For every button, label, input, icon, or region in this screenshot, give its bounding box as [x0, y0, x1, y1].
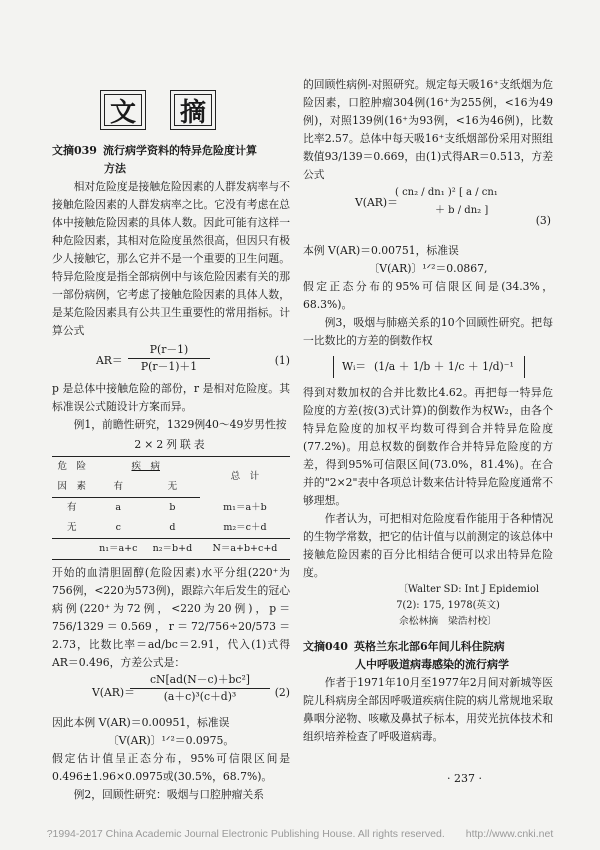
abstract-039-number: 文摘039 [52, 144, 97, 157]
formula-variance-2 [52, 672, 290, 714]
table-cell-c: c [115, 522, 121, 533]
publisher-footer: ?1994-2017 China Academic Journal Electronic Publishing House. All rights reserved. http://www.cnki.net [46, 828, 554, 840]
table-cell-n1: n₁＝a+c [92, 539, 145, 560]
formula-variance-2-numerator: cN[ad(N－c)＋bc²] [130, 672, 270, 689]
abstract-039-para4: 因此本例 V(AR)＝0.00951，标准误 [52, 716, 230, 729]
formula-ar-lhs: AR＝ [96, 354, 123, 367]
table-cell-b: b [169, 502, 176, 513]
table-cell-a: a [115, 502, 122, 513]
formula-variance-3-lhs: V(AR)＝ [355, 196, 398, 209]
table-header-factor: 因 素 [52, 477, 92, 498]
header-char-box-2 [170, 90, 216, 130]
right-para2: 本例 V(AR)＝0.00751，标准误 [303, 244, 459, 257]
table-cell-m2: m₂＝c＋d [223, 522, 267, 533]
formula-variance-3-eqno: (3) [535, 214, 551, 227]
reference-line3: 佘松林摘 梁浩村校〕 [399, 616, 497, 627]
formula-variance-3-line1: ( cn₂ / dn₁ )² [ a / cn₁ [395, 187, 498, 198]
example-2-intro: 例2，回顾性研究：吸烟与口腔肿瘤关系 [73, 788, 265, 801]
left-column [52, 142, 290, 804]
formula-ar-numerator: P(r－1) [128, 342, 210, 359]
abstract-039-title-line1: 流行病学资料的特异危险度计算 [102, 144, 257, 157]
formula-variance-3 [303, 184, 553, 242]
abstract-039-para3: 开始的血清胆固醇(危险因素)水平分组(220⁺为756例，<220为573例)，跟踪六年后发生的冠心病例(220⁺为72例，<220为20例)，p＝756/1329＝0.569，r＝72/756÷20/573＝2.73，比数比率＝ad/bc＝2.91，代入(1)式得AR＝0.496，方差公式是： [52, 566, 290, 669]
reference-line2: 7(2): 175, 1978(英文) [396, 600, 500, 611]
abstract-039-para1: 相对危险度是接触危险因素的人群发病率与不接触危险因素的人群发病率之比。它没有考虑在总体中接触危险因素的具体人数。因此可能有这样一种危险因素，其相对危险度虽然很高，但因只有极少人接触它，那么它并不是一个重要的卫生问题。特异危险度是指全部病例中与该危险因素有关的那一部份病例，它考虑了接触危险因素的具体人数，是某危险因素具有公共卫生重要性的常用指标。计算公式 [52, 180, 290, 337]
formula-ar [52, 342, 290, 378]
abstract-039-title [52, 142, 290, 178]
table-cell-m1: m₁＝a＋b [223, 501, 267, 513]
formula-variance-3-body [395, 184, 498, 220]
right-column [303, 76, 553, 746]
abstract-040-para: 作者于1971年10月至1977年2月间对新城等医院儿科病房全部因呼吸道疾病住院的病儿常规地采取鼻咽分泌物、咳嗽及鼻拭子标本，用荧光抗体技术和组织培养检查了呼吸道病毒。 [303, 676, 553, 743]
right-para3: 假定正态分布的95%可信限区间是(34.3%，68.3%)。 [303, 280, 553, 311]
right-para4: 得到对数加权的合并比数比4.62。再把每一特异危险度的方差(按(3)式计算)的倒数作为权W₂，由各个特异危险度的加权平均数可得到合并特异危险度(77.2%)。用总权数的倒数作合并特异危险度的方差，得到95%可信限区间(73.0%，81.4%)。在合并的"2×2"表中各项总计数来估计特异危险度通常不够理想。 [303, 386, 553, 507]
formula-variance-3-line2: ＋ b / dn₂ ] [435, 205, 489, 216]
table-cell-N: N＝a+b+c+d [200, 539, 290, 560]
formula-weight-box [333, 356, 525, 378]
formula-variance-2-fraction [130, 672, 270, 705]
formula-variance-2-lhs: V(AR)＝ [92, 686, 135, 699]
page-number: · 237 · [447, 772, 482, 785]
abstract-039-para2: p 是总体中接触危险的部份，r 是相对危险度。其标准误公式随设计方案而异。 [52, 382, 290, 413]
table-header-total: 总 计 [200, 457, 290, 498]
contingency-table [52, 456, 290, 560]
table-row-label-yes: 有 [67, 502, 77, 513]
table-title: 2×2列联表 [134, 438, 208, 451]
table-header-yes: 有 [92, 477, 145, 498]
abstract-040-title-line1: 英格兰东北部6年间儿科住院病 [353, 640, 505, 653]
example-1-intro: 例1，前瞻性研究，1329例40～49岁男性按 [73, 418, 287, 431]
standard-error-2: 〔V(AR)〕¹ᐟ²＝0.0867, [368, 262, 488, 275]
formula-ar-eqno: (1) [274, 354, 290, 367]
header-char-zhai: 摘 [179, 97, 206, 128]
abstract-040-title-line2: 人中呼吸道病毒感染的流行病学 [355, 658, 509, 671]
formula-ar-fraction [128, 342, 210, 375]
formula-variance-2-denominator: (a＋c)³(c＋d)³ [163, 690, 237, 703]
reference-line1: 〔Walter SD: Int J Epidemiol [398, 584, 539, 595]
right-para5: 作者认为，可把相对危险度看作能用于各种情况的生物学常数，把它的估计值与以前测定的该总体中接触危险因素的百分比相结合便可以求出特异危险度。 [303, 512, 553, 579]
formula-variance-2-eqno: (2) [274, 686, 290, 699]
table-cell-d: d [169, 522, 176, 533]
formula-weight-lhs: Wᵢ＝ [342, 360, 367, 373]
abstract-039-para5: 假定估计值呈正态分布，95%可信限区间是0.496±1.96×0.0975或(30.5%，68.7%)。 [52, 752, 290, 783]
table-header-disease: 疾 病 [131, 461, 160, 472]
formula-weight [303, 352, 553, 382]
header-char-wen: 文 [109, 97, 136, 128]
example-3-intro: 例3，吸烟与肺癌关系的10个回顾性研究。把每一比数比的方差的倒数作权 [303, 316, 553, 347]
formula-weight-expr: (1/a ＋ 1/b ＋ 1/c ＋ 1/d)⁻¹ [374, 360, 514, 373]
table-cell-n2: n₂＝b+d [145, 539, 200, 560]
abstract-040-number: 文摘040 [303, 640, 348, 653]
standard-error-1: 〔V(AR)〕¹ᐟ²＝0.0975。 [107, 734, 235, 747]
right-para1: 的回顾性病例-对照研究。规定每天吸16⁺支纸烟为危险因素，口腔肿瘤304例(16⁺为255例，<16为49例)，对照139例(16⁺为93例，<16为46例)，比数比率2.57。总体中每天吸16⁺支纸烟部份采用对照组数值93/139＝0.669，由(1)式得AR＝0.513，方差公式 [303, 78, 553, 181]
table-header-no: 无 [145, 477, 200, 498]
table-header-risk: 危 险 [52, 457, 92, 478]
abstract-040-title [303, 638, 553, 674]
table-row-label-no: 无 [67, 522, 77, 533]
header-char-box-1 [100, 90, 146, 130]
abstract-039-title-line2: 方法 [104, 162, 126, 175]
formula-ar-denominator: P(r－1)＋1 [140, 360, 198, 373]
